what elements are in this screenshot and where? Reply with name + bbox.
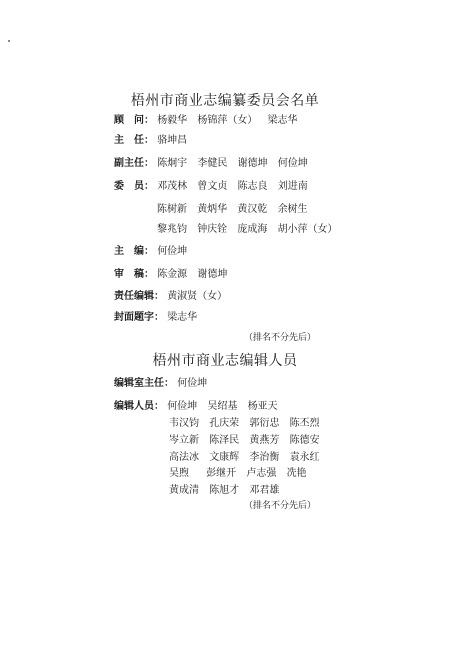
name: 邓君雄: [249, 485, 280, 496]
name: 冼艳: [286, 468, 307, 479]
review-row: [114, 268, 234, 282]
editors-line-5: [169, 467, 314, 481]
members-label: 委 员：: [114, 181, 154, 192]
name: 何俭坤: [157, 246, 188, 257]
name: 孔庆荣: [209, 418, 240, 429]
name: 陈金源: [157, 269, 188, 280]
advisor-label: 顾 问：: [114, 115, 154, 126]
name: 何俭坤: [167, 401, 198, 412]
name: 李治衡: [249, 452, 280, 463]
name: 卢志强: [246, 468, 277, 479]
name: 吴绍基: [207, 401, 238, 412]
name: 陈树新: [157, 204, 187, 215]
name: 钟庆铨: [197, 224, 228, 235]
name: 杨毅华: [157, 115, 188, 126]
office-director-label: 编辑室主任：: [114, 378, 174, 389]
editors-line-2: [169, 417, 327, 431]
name: 陈泽民: [209, 435, 240, 446]
name: 庞成海: [237, 224, 268, 235]
members-line-3: [157, 223, 345, 237]
name: 韦汉钧: [169, 418, 199, 429]
director-row: [114, 134, 194, 148]
name: 杨亚天: [247, 401, 278, 412]
name: 彭继开: [206, 468, 237, 479]
staff-title: 梧州市商业志编辑人员: [152, 353, 298, 369]
members-line-2: [157, 203, 315, 217]
name: 陈丕烈: [289, 418, 320, 429]
name: 胡小萍（女）: [277, 224, 338, 235]
name: 袁永红: [289, 452, 320, 463]
committee-order-note: （排名不分先后）: [244, 333, 317, 343]
name: 曾文贞: [197, 181, 228, 192]
name: 郭衍忠: [249, 418, 280, 429]
name: 陈炯宇: [157, 158, 188, 169]
name: 黄燕芳: [249, 435, 280, 446]
vice-director-row: [114, 157, 315, 171]
name: 高法冰: [169, 452, 199, 463]
responsible-editor-label: 责任编辑：: [114, 291, 164, 302]
name: 邓茂林: [157, 181, 188, 192]
advisor-row: [114, 114, 305, 128]
scan-speck: [8, 40, 10, 42]
name: 文康辉: [209, 452, 240, 463]
name: 梁志华: [167, 312, 198, 323]
name: 余树生: [277, 204, 308, 215]
chief-editor-row: [114, 245, 194, 259]
name: 陈德安: [289, 435, 320, 446]
editors-line-3: [169, 434, 327, 448]
name: 谢德坤: [237, 158, 268, 169]
editors-label: 编辑人员：: [114, 401, 164, 412]
chief-editor-label: 主 编：: [114, 246, 154, 257]
name: 陈旭才: [209, 485, 240, 496]
name: 吴煦: [169, 468, 189, 479]
name: 梁志华: [267, 115, 298, 126]
review-label: 审 稿：: [114, 269, 154, 280]
name: 黄炳华: [197, 204, 228, 215]
office-director-row: [114, 377, 214, 391]
name: 李健民: [197, 158, 228, 169]
vice-director-label: 副主任：: [114, 158, 154, 169]
name: 何俭坤: [177, 378, 208, 389]
name: 何俭坤: [277, 158, 308, 169]
editors-line-6: [169, 484, 286, 498]
responsible-editor-row: [114, 290, 234, 304]
cover-calligraphy-label: 封面题字：: [114, 312, 164, 323]
cover-calligraphy-row: [114, 311, 204, 325]
editors-row: [114, 400, 285, 414]
name: 岑立新: [169, 435, 199, 446]
director-label: 主 任：: [114, 135, 154, 146]
staff-order-note: （排名不分先后）: [244, 501, 317, 511]
name: 谢德坤: [197, 269, 228, 280]
name: 黄汉乾: [237, 204, 268, 215]
editors-line-4: [169, 451, 327, 465]
name: 刘进南: [277, 181, 308, 192]
name: 黄淑贤（女）: [167, 291, 228, 302]
name: 骆坤昌: [157, 135, 188, 146]
name: 陈志良: [237, 181, 268, 192]
committee-title: 梧州市商业志编纂委员会名单: [130, 93, 320, 109]
name: 黎兆钧: [157, 224, 187, 235]
members-row: [114, 180, 315, 194]
name: 杨锦萍（女）: [197, 115, 258, 126]
advisor-names: [157, 115, 304, 126]
name: 黄成清: [169, 485, 199, 496]
